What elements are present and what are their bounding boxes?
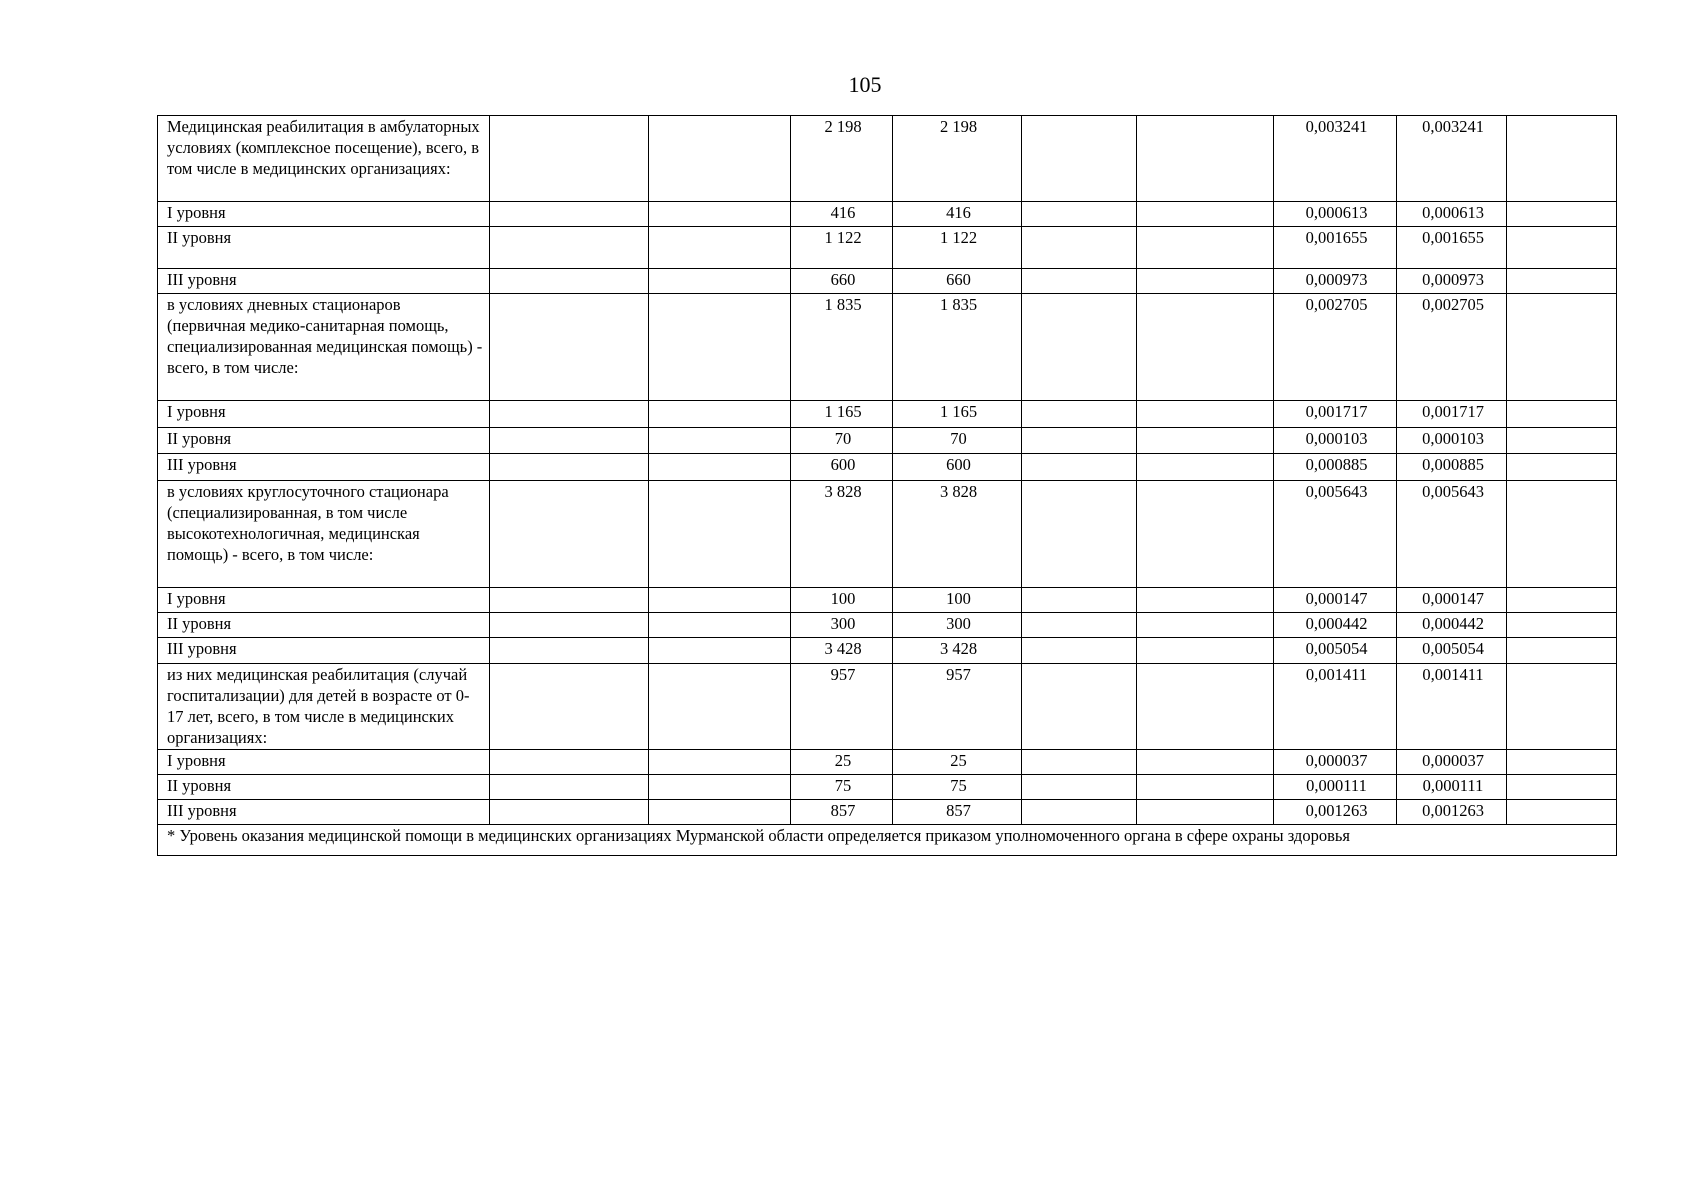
value-cell: 0,001655	[1274, 227, 1397, 269]
empty-cell	[490, 481, 649, 588]
value-cell: 0,000973	[1274, 269, 1397, 294]
value-cell: 0,005643	[1274, 481, 1397, 588]
value-cell: 0,005054	[1397, 638, 1507, 664]
data-table	[157, 115, 1617, 856]
empty-cell	[490, 428, 649, 454]
value-cell: 0,001717	[1274, 401, 1397, 428]
empty-cell	[649, 664, 791, 750]
empty-cell	[649, 588, 791, 613]
empty-cell	[1137, 664, 1274, 750]
page-number: 105	[848, 72, 882, 97]
empty-cell	[1137, 588, 1274, 613]
value-cell: 0,000103	[1397, 428, 1507, 454]
row-label: в условиях дневных стационаров (первичная медико-санитарная помощь, специализированная медицинская помощь) - всего, в том числе:	[158, 294, 490, 401]
value-cell: 1 165	[893, 401, 1022, 428]
empty-cell	[1137, 800, 1274, 825]
empty-cell	[490, 454, 649, 481]
row-label: I уровня	[158, 750, 490, 775]
empty-cell	[649, 294, 791, 401]
empty-cell	[1507, 588, 1617, 613]
empty-cell	[649, 750, 791, 775]
empty-cell	[490, 613, 649, 638]
row-label: I уровня	[158, 202, 490, 227]
value-cell: 0,000037	[1397, 750, 1507, 775]
table-row	[158, 294, 1617, 401]
table-row	[158, 613, 1617, 638]
table-row	[158, 202, 1617, 227]
empty-cell	[649, 638, 791, 664]
row-label: II уровня	[158, 613, 490, 638]
empty-cell	[490, 638, 649, 664]
empty-cell	[1137, 116, 1274, 202]
table-row	[158, 638, 1617, 664]
table-row	[158, 428, 1617, 454]
value-cell: 100	[893, 588, 1022, 613]
empty-cell	[1137, 775, 1274, 800]
table-row	[158, 116, 1617, 202]
row-label: III уровня	[158, 269, 490, 294]
empty-cell	[1137, 481, 1274, 588]
value-cell: 0,000885	[1274, 454, 1397, 481]
empty-cell	[1507, 638, 1617, 664]
value-cell: 0,000103	[1274, 428, 1397, 454]
empty-cell	[1137, 202, 1274, 227]
empty-cell	[490, 294, 649, 401]
value-cell: 0,001411	[1274, 664, 1397, 750]
value-cell: 0,000147	[1274, 588, 1397, 613]
row-label: III уровня	[158, 800, 490, 825]
footnote-row	[158, 825, 1617, 856]
empty-cell	[1507, 613, 1617, 638]
empty-cell	[490, 116, 649, 202]
value-cell: 70	[791, 428, 893, 454]
value-cell: 0,000037	[1274, 750, 1397, 775]
empty-cell	[649, 800, 791, 825]
empty-cell	[1137, 750, 1274, 775]
empty-cell	[1022, 750, 1137, 775]
value-cell: 600	[791, 454, 893, 481]
empty-cell	[1022, 202, 1137, 227]
value-cell: 0,000613	[1274, 202, 1397, 227]
value-cell: 857	[893, 800, 1022, 825]
value-cell: 0,001263	[1274, 800, 1397, 825]
value-cell: 3 428	[893, 638, 1022, 664]
value-cell: 0,000973	[1397, 269, 1507, 294]
value-cell: 600	[893, 454, 1022, 481]
empty-cell	[490, 227, 649, 269]
row-label: III уровня	[158, 638, 490, 664]
table-row	[158, 227, 1617, 269]
empty-cell	[649, 454, 791, 481]
empty-cell	[649, 269, 791, 294]
value-cell: 0,001411	[1397, 664, 1507, 750]
value-cell: 0,001717	[1397, 401, 1507, 428]
row-label: II уровня	[158, 428, 490, 454]
table-row	[158, 775, 1617, 800]
empty-cell	[1137, 269, 1274, 294]
value-cell: 0,001655	[1397, 227, 1507, 269]
empty-cell	[490, 588, 649, 613]
empty-cell	[1507, 428, 1617, 454]
empty-cell	[1022, 428, 1137, 454]
row-label: из них медицинская реабилитация (случай госпитализации) для детей в возрасте от 0-17 лет, всего, в том числе в медицинских организациях:	[158, 664, 490, 750]
value-cell: 660	[893, 269, 1022, 294]
table-row	[158, 800, 1617, 825]
row-label: Медицинская реабилитация в амбулаторных условиях (комплексное посещение), всего, в том числе в медицинских организациях:	[158, 116, 490, 202]
value-cell: 3 828	[791, 481, 893, 588]
table-row	[158, 664, 1617, 750]
empty-cell	[649, 401, 791, 428]
empty-cell	[1137, 294, 1274, 401]
value-cell: 957	[791, 664, 893, 750]
value-cell: 2 198	[893, 116, 1022, 202]
empty-cell	[490, 401, 649, 428]
value-cell: 300	[893, 613, 1022, 638]
value-cell: 0,002705	[1397, 294, 1507, 401]
empty-cell	[490, 800, 649, 825]
empty-cell	[1022, 664, 1137, 750]
empty-cell	[1507, 202, 1617, 227]
value-cell: 957	[893, 664, 1022, 750]
empty-cell	[649, 775, 791, 800]
empty-cell	[1022, 800, 1137, 825]
empty-cell	[649, 227, 791, 269]
value-cell: 1 165	[791, 401, 893, 428]
value-cell: 0,003241	[1397, 116, 1507, 202]
empty-cell	[1137, 638, 1274, 664]
empty-cell	[1507, 664, 1617, 750]
value-cell: 1 835	[791, 294, 893, 401]
value-cell: 75	[893, 775, 1022, 800]
value-cell: 0,000613	[1397, 202, 1507, 227]
value-cell: 25	[791, 750, 893, 775]
value-cell: 0,000111	[1274, 775, 1397, 800]
value-cell: 70	[893, 428, 1022, 454]
footnote: * Уровень оказания медицинской помощи в медицинских организациях Мурманской области определяется приказом уполномоченного органа в сфере охраны здоровья	[158, 825, 1617, 856]
value-cell: 3 828	[893, 481, 1022, 588]
empty-cell	[1137, 454, 1274, 481]
table-row	[158, 454, 1617, 481]
value-cell: 660	[791, 269, 893, 294]
empty-cell	[490, 202, 649, 227]
empty-cell	[1137, 428, 1274, 454]
empty-cell	[1507, 775, 1617, 800]
value-cell: 2 198	[791, 116, 893, 202]
value-cell: 1 122	[791, 227, 893, 269]
row-label: II уровня	[158, 775, 490, 800]
empty-cell	[490, 775, 649, 800]
empty-cell	[1137, 613, 1274, 638]
empty-cell	[649, 613, 791, 638]
value-cell: 1 122	[893, 227, 1022, 269]
value-cell: 0,005643	[1397, 481, 1507, 588]
row-label: I уровня	[158, 401, 490, 428]
empty-cell	[1022, 116, 1137, 202]
empty-cell	[1022, 638, 1137, 664]
empty-cell	[1507, 294, 1617, 401]
value-cell: 0,000442	[1397, 613, 1507, 638]
value-cell: 1 835	[893, 294, 1022, 401]
value-cell: 857	[791, 800, 893, 825]
row-label: I уровня	[158, 588, 490, 613]
empty-cell	[649, 202, 791, 227]
empty-cell	[649, 481, 791, 588]
empty-cell	[649, 428, 791, 454]
empty-cell	[1507, 800, 1617, 825]
value-cell: 0,002705	[1274, 294, 1397, 401]
value-cell: 300	[791, 613, 893, 638]
empty-cell	[1507, 227, 1617, 269]
empty-cell	[1022, 227, 1137, 269]
table-row	[158, 588, 1617, 613]
empty-cell	[1507, 750, 1617, 775]
empty-cell	[1022, 269, 1137, 294]
value-cell: 0,005054	[1274, 638, 1397, 664]
table-row	[158, 401, 1617, 428]
empty-cell	[1022, 294, 1137, 401]
empty-cell	[1507, 481, 1617, 588]
table-row	[158, 481, 1617, 588]
value-cell: 416	[791, 202, 893, 227]
value-cell: 0,000111	[1397, 775, 1507, 800]
value-cell: 100	[791, 588, 893, 613]
row-label: III уровня	[158, 454, 490, 481]
empty-cell	[1022, 454, 1137, 481]
empty-cell	[1022, 588, 1137, 613]
value-cell: 25	[893, 750, 1022, 775]
row-label: в условиях круглосуточного стационара (специализированная, в том числе высокотехнологичная, медицинская помощь) - всего, в том числе:	[158, 481, 490, 588]
value-cell: 0,003241	[1274, 116, 1397, 202]
empty-cell	[1022, 613, 1137, 638]
table-row	[158, 269, 1617, 294]
empty-cell	[1507, 454, 1617, 481]
table-row	[158, 750, 1617, 775]
value-cell: 0,000442	[1274, 613, 1397, 638]
empty-cell	[490, 750, 649, 775]
value-cell: 3 428	[791, 638, 893, 664]
row-label: II уровня	[158, 227, 490, 269]
value-cell: 75	[791, 775, 893, 800]
value-cell: 0,001263	[1397, 800, 1507, 825]
empty-cell	[1137, 401, 1274, 428]
empty-cell	[1507, 401, 1617, 428]
empty-cell	[1507, 269, 1617, 294]
value-cell: 0,000885	[1397, 454, 1507, 481]
empty-cell	[1022, 481, 1137, 588]
value-cell: 0,000147	[1397, 588, 1507, 613]
empty-cell	[490, 269, 649, 294]
empty-cell	[1137, 227, 1274, 269]
empty-cell	[1507, 116, 1617, 202]
empty-cell	[649, 116, 791, 202]
empty-cell	[1022, 401, 1137, 428]
empty-cell	[1022, 775, 1137, 800]
value-cell: 416	[893, 202, 1022, 227]
empty-cell	[490, 664, 649, 750]
